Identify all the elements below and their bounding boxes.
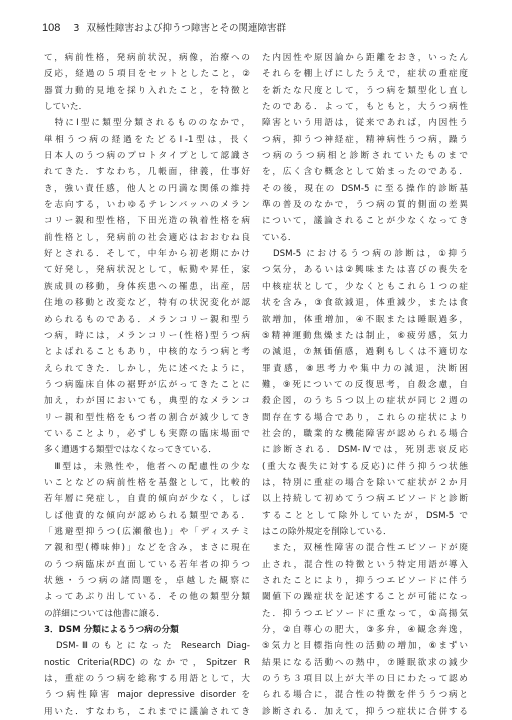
text-line: 罪責感，⑧思考力や集中力の減退，決断困 xyxy=(262,363,468,374)
text-line: られる場合に，混合性の特徴を伴ううつ病と xyxy=(262,690,468,701)
text-line: は，重症のうつ病を総称する用語として，大 xyxy=(44,674,250,685)
text-line: ⑤気力と目標指向性の活動の増加，⑥まずい xyxy=(262,641,468,652)
text-line: つ気分，あるいは②興味または喜びの喪失を xyxy=(262,265,468,276)
text-line: 止され，混合性の特徴という特定用語が導入 xyxy=(262,559,468,570)
text-line: それらを棚上げにしたうえで，症状の重症度 xyxy=(262,69,468,80)
chapter-number: 3 xyxy=(73,23,80,34)
text-line: に診断される．DSM-Ⅳでは，死別悲哀反応 xyxy=(262,445,468,456)
text-line: 中核症状として，少なくともこれら１つの症 xyxy=(262,281,468,292)
text-line: つ病，抑うつ神経症，精神病性うつ病，躁う xyxy=(262,134,468,145)
text-line: のうち３項目以上が大半の日にわたって認め xyxy=(262,674,468,685)
text-line: (重大な喪失に対する反応)に伴う抑うつ状態 xyxy=(262,461,468,472)
text-line: は，特別に重症の場合を除いて症状が２か月 xyxy=(262,477,468,488)
text-line: 特にⅠ型に類型分類されるもののなかで， xyxy=(44,118,250,129)
text-line: DSM-Ⅲのもとになった Research Diag- xyxy=(44,641,250,652)
text-line: 診断される．加えて，抑うつ症状に合併する xyxy=(262,706,468,717)
text-line: 単相うつ病の経過をたどるⅠ-1型は，長く xyxy=(44,134,250,145)
page-number: 108 xyxy=(42,22,61,34)
text-line: について，議論されることが少なくなってき xyxy=(262,216,468,227)
text-line: 難，⑨死についての反復思考，自殺念慮，自 xyxy=(262,379,468,390)
text-line: を新たな尺度として，うつ病を類型化し直し xyxy=(262,85,468,96)
text-line: よってあぶり出している．その他の類型分類 xyxy=(44,592,250,603)
text-line: 殺企図，のうち５つ以上の症状が同じ２週の xyxy=(262,396,468,407)
text-line: されたことにより，抑うつエピソードに伴う xyxy=(262,576,468,586)
text-line: 反応，経過の５項目をセットとしたこと，② xyxy=(44,69,250,80)
text-line: nostic Criteria(RDC)のなかで，Spitzer R xyxy=(44,657,250,668)
text-line: その後，現在の DSM-5 に至る操作的診断基 xyxy=(262,183,468,194)
text-line: の詳細については他書に譲る． xyxy=(44,608,165,619)
section-heading: 3．DSM 分類によるうつ病の分類 xyxy=(44,625,179,636)
text-line: 障害という用語は，従来であれば，内因性う xyxy=(262,118,468,129)
text-line: 閾値下の躁症状を記述することが可能になっ xyxy=(262,592,468,603)
text-line: うつ病性障害 major depressive disorder を xyxy=(44,690,250,701)
text-line: いことなどの病前性格を基盤として，比較的 xyxy=(44,477,250,488)
chapter-title: 双極性障害および抑うつ障害とその関連障害群 xyxy=(86,23,286,34)
text-line: 日本人のうつ病のプロトタイプとして認識さ xyxy=(44,151,250,162)
text-line: うつ病臨床自体の裾野が広がってきたことに xyxy=(44,379,250,390)
text-line: つ病のうつ病相と診断されていたものまで xyxy=(262,151,468,162)
text-line: 若年層に発症し，自責的傾向が少なく，しば xyxy=(44,494,250,505)
text-line: 以上持続して初めてうつ病エピソードと診断 xyxy=(262,494,468,505)
running-header xyxy=(42,20,482,36)
text-line: 好とされる．そして，中年から初老期にかけ xyxy=(44,249,250,260)
text-line: て好発し，発病状況として，転勤や昇任，家 xyxy=(44,265,250,276)
text-line: はこの除外規定を削除している． xyxy=(262,526,392,537)
right-column xyxy=(262,50,468,720)
text-line: つ病，時には，メランコリー(性格)型うつ病 xyxy=(44,330,250,341)
text-line: 社会的，職業的な機能障害が認められる場合 xyxy=(262,428,468,439)
text-line: たのである．よって，もともと，大うつ病性 xyxy=(262,102,468,113)
text-line: 準の普及のなかで，うつ病の質的側面の差異 xyxy=(262,200,468,211)
text-line: て，病前性格，発病前状況，病像，治療への xyxy=(44,53,250,63)
text-line: しば他責的な傾向が認められる類型である． xyxy=(44,510,250,521)
text-line: 用いた．すなわち，これまでに議論されてき xyxy=(44,706,250,717)
text-line: DSM-5 におけるうつ病の診断は，①抑う xyxy=(262,249,468,260)
text-line: ア親和型(樽味伸)」などを含み，まさに現在 xyxy=(44,543,250,554)
text-line: められるものである．メランコリー親和型う xyxy=(44,314,250,325)
left-column xyxy=(44,50,250,720)
text-line: れてきた．すなわち，几帳面，律義，仕事好 xyxy=(44,167,250,178)
text-line: 加え，わが国においても，典型的なメランコ xyxy=(44,396,250,407)
text-line: ⑤精神運動焦燥または制止，⑥疲労感，気力 xyxy=(262,330,468,341)
text-line: えられてきた．しかし，先に述べたように， xyxy=(44,363,250,374)
text-line: 族成員の移動，身体疾患への罹患，出産，居 xyxy=(44,281,250,292)
text-line: ていることより，必ずしも実際の臨床場面で xyxy=(44,428,250,439)
text-line: 状態・うつ病の諸問題を，卓越した観察に xyxy=(44,576,250,586)
text-line: とよばれることもあり，中核的なうつ病と考 xyxy=(44,347,250,358)
text-line: 結果になる活動への熱中，⑦睡眠欲求の減少 xyxy=(262,657,468,668)
text-line: を，広く含む概念として始まったのである． xyxy=(262,167,468,178)
text-line: Ⅲ型は，未熟性や，他者への配慮性の少な xyxy=(44,461,250,472)
text-line: た内因性や原因論から距離をおき，いったん xyxy=(262,53,468,63)
text-line: の減退，⑦無価値感，過剰もしくは不適切な xyxy=(262,347,468,358)
text-line: 前性格とし，発病前の社会適応はおおむね良 xyxy=(44,232,250,243)
text-line: 欲増加，体重増加，④不眠または睡眠過多， xyxy=(262,314,468,325)
text-line: 状を含み，③食欲減退，体重減少，または食 xyxy=(262,298,468,309)
text-line: することとして除外していたが，DSM-5 で xyxy=(262,510,468,521)
text-line: また，双極性障害の混合性エピソードが廃 xyxy=(262,543,468,554)
text-line: していた． xyxy=(44,102,88,113)
text-line: リー親和型性格をもつ者の割合が減少してき xyxy=(44,412,250,423)
text-line: を志向する，いわゆるテレンバッハのメラン xyxy=(44,200,250,211)
text-line: 住地の移動と改変など，特有の状況変化が認 xyxy=(44,298,250,309)
text-line: のうつ病臨床が直面している若年者の抑うつ xyxy=(44,559,250,570)
text-line: 間存在する場合であり，これらの症状により xyxy=(262,412,468,423)
text-line: ている． xyxy=(262,232,297,243)
text-line: 分，②自尊心の肥大，③多弁，④観念奔逸， xyxy=(262,625,468,636)
text-line: き，強い責任感，他人との円満な関係の維持 xyxy=(44,183,250,194)
text-line: 「逃避型抑うつ(広瀬徹也)」や「ディスチミ xyxy=(44,526,250,537)
text-line: コリー親和型性格，下田光造の執着性格を病 xyxy=(44,216,250,227)
text-line: 多く遭遇する類型ではなくなってきている． xyxy=(44,445,217,456)
text-line: 器質力動的見地を採り入れたこと，を特徴と xyxy=(44,85,250,96)
text-line: た．抑うつエピソードに重なって，①高揚気 xyxy=(262,608,468,619)
